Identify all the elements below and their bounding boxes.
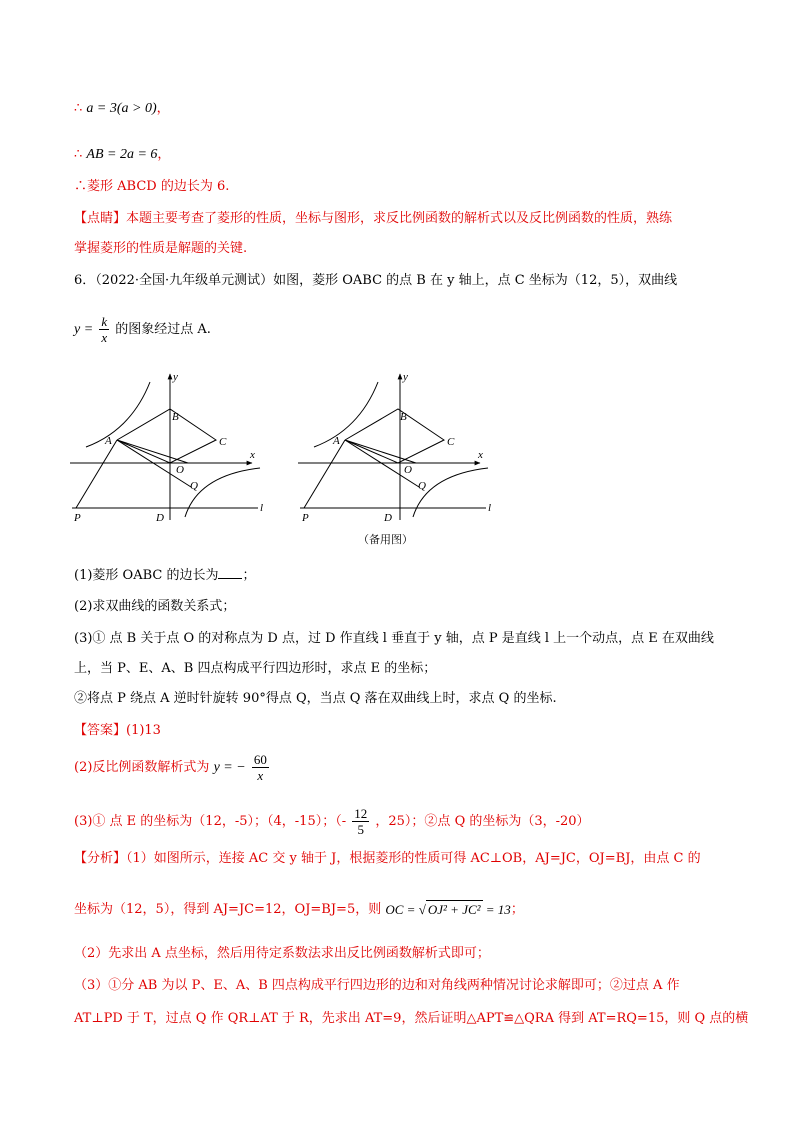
question-3-part-2: ②将点 P 绕点 A 逆时针旋转 90°得点 Q，当点 Q 落在双曲线上时，求点 Q 的坐标. bbox=[74, 691, 557, 706]
analysis-4: （3）①分 AB 为以 P、E、A、B 四点构成平行四边形的边和对角线两种情况讨论求解即可；②过点 A 作 bbox=[74, 978, 680, 993]
analysis-3: （2）先求出 A 点坐标，然后用待定系数法求出反比例函数解析式即可； bbox=[74, 946, 490, 961]
label-a-2: A bbox=[333, 435, 340, 447]
figure-main bbox=[70, 374, 260, 520]
fraction-den: 5 bbox=[357, 822, 364, 837]
question-2: (2)求双曲线的函数关系式； bbox=[74, 599, 236, 614]
segment-ap bbox=[76, 440, 117, 508]
label-a: A bbox=[105, 435, 112, 447]
analysis-5: AT⊥PD 于 T，过点 Q 作 QR⊥AT 于 R，先求出 AT=9，然后证明△APT≌△QRA 得到 AT=RQ=15，则 Q 点的横 bbox=[74, 1011, 749, 1026]
label-x-2: x bbox=[478, 449, 483, 461]
label-y: y bbox=[173, 371, 178, 383]
fraction-num: k bbox=[101, 314, 108, 329]
answer-2 bbox=[74, 752, 271, 784]
rhombus-oabc-2 bbox=[345, 409, 444, 463]
label-d-2: D bbox=[384, 512, 392, 524]
question-1 bbox=[74, 566, 255, 585]
label-x: x bbox=[250, 449, 255, 461]
hyperbola-branch-upper bbox=[86, 382, 150, 447]
label-b-2: B bbox=[400, 411, 407, 423]
hyperbola-branch-lower-2 bbox=[413, 468, 488, 517]
figure-backup-labels bbox=[301, 371, 491, 524]
answer-1: 【答案】(1)13 bbox=[74, 723, 161, 738]
math-ab-eq: AB = 2a = 6 bbox=[86, 147, 158, 162]
rhombus-oabc bbox=[117, 409, 216, 463]
analysis-2-text: 坐标为（12，5），得到 AJ=JC=12，OJ=BJ=5，则 bbox=[74, 902, 382, 917]
answer-3 bbox=[74, 806, 590, 838]
question-1-end: ； bbox=[242, 568, 256, 583]
oc-lhs: OC = bbox=[385, 902, 416, 917]
figure-caption: （备用图） bbox=[358, 533, 413, 546]
segment-ao-line-2 bbox=[345, 440, 416, 463]
answer-blank bbox=[218, 566, 242, 579]
label-o-2: O bbox=[404, 464, 412, 476]
hyperbola-branch-upper-2 bbox=[314, 382, 378, 447]
label-l: l bbox=[260, 502, 264, 514]
fraction-60-over-x bbox=[252, 752, 269, 783]
label-p: P bbox=[74, 512, 81, 524]
hyperbola-suffix: 的图象经过点 A. bbox=[115, 322, 211, 337]
fraction-den: x bbox=[257, 768, 264, 783]
label-c: C bbox=[219, 436, 227, 448]
problem-6-statement: 6．（2022·全国·九年级单元测试）如图，菱形 OABC 的点 B 在 y 轴上，点 C 坐标为（12，5），双曲线 bbox=[74, 273, 678, 288]
question-1-text: (1)菱形 OABC 的边长为 bbox=[74, 568, 219, 583]
answer-3-text: (3)① 点 E 的坐标为（12，-5）；（4，-15）；（- bbox=[74, 814, 347, 829]
question-3-part-1-cont: 上，当 P、E、A、B 四点构成平行四边形时，求点 E 的坐标； bbox=[74, 661, 437, 676]
line-ab-equals-6 bbox=[74, 146, 170, 164]
dianjing-line-1: 【点睛】本题主要考查了菱形的性质，坐标与图形，求反比例函数的解析式以及反比例函数的性质，熟练 bbox=[74, 211, 673, 226]
fraction-12-over-5 bbox=[352, 806, 369, 837]
punct: ， bbox=[156, 101, 170, 116]
math-a-eq-3: a = 3(a > 0) bbox=[86, 101, 157, 116]
dianjing-line-2: 掌握菱形的性质是解题的关键. bbox=[74, 241, 248, 256]
line-a-equals-3 bbox=[74, 100, 170, 118]
label-q-2: Q bbox=[418, 480, 426, 492]
segment-ao-line bbox=[117, 440, 188, 463]
label-l-2: l bbox=[488, 502, 492, 514]
conclusion-line: ∴菱形 ABCD 的边长为 6. bbox=[74, 179, 230, 194]
oc-radicand: OJ² + JC² bbox=[427, 902, 481, 917]
fraction-den: x bbox=[101, 330, 108, 345]
segment-ap-2 bbox=[304, 440, 345, 508]
label-c-2: C bbox=[447, 436, 455, 448]
analysis-2 bbox=[74, 900, 524, 919]
answer-2-text: (2)反比例函数解析式为 bbox=[74, 760, 210, 775]
therefore-symbol: ∴ bbox=[74, 101, 83, 116]
label-p-2: P bbox=[302, 512, 309, 524]
fraction-num: 12 bbox=[354, 806, 368, 821]
label-q: Q bbox=[190, 480, 198, 492]
answer-2-lhs: y = − bbox=[213, 760, 246, 775]
label-y-2: y bbox=[403, 371, 408, 383]
analysis-1: 【分析】（1）如图所示，连接 AC 交 y 轴于 J，根据菱形的性质可得 AC⊥OB，AJ=JC，OJ=BJ，由点 C 的 bbox=[74, 851, 701, 866]
oc-rhs: = 13 bbox=[485, 902, 511, 917]
question-3-part-1: (3)① 点 B 关于点 O 的对称点为 D 点，过 D 作直线 l 垂直于 y 轴，点 P 是直线 l 上一个动点，点 E 在双曲线 bbox=[74, 631, 714, 646]
answer-3-end: ，25）；②点 Q 的坐标为（3，-20） bbox=[375, 814, 590, 829]
y-equals: y = bbox=[74, 322, 94, 337]
fraction-num: 60 bbox=[253, 752, 267, 767]
figure-backup bbox=[298, 374, 488, 520]
analysis-2-end: ； bbox=[510, 902, 524, 917]
oc-formula: OC = √ OJ² + JC² = 13 bbox=[385, 902, 511, 917]
label-d: D bbox=[156, 512, 164, 524]
fraction-k-over-x bbox=[99, 314, 109, 345]
label-o: O bbox=[176, 464, 184, 476]
geometry-figures bbox=[0, 360, 800, 560]
problem-6-hyperbola bbox=[74, 314, 211, 345]
hyperbola-branch-lower bbox=[185, 468, 260, 517]
figure-main-labels bbox=[73, 371, 263, 524]
label-b: B bbox=[172, 411, 179, 423]
punct: ， bbox=[157, 147, 171, 162]
therefore-symbol: ∴ bbox=[74, 147, 83, 162]
